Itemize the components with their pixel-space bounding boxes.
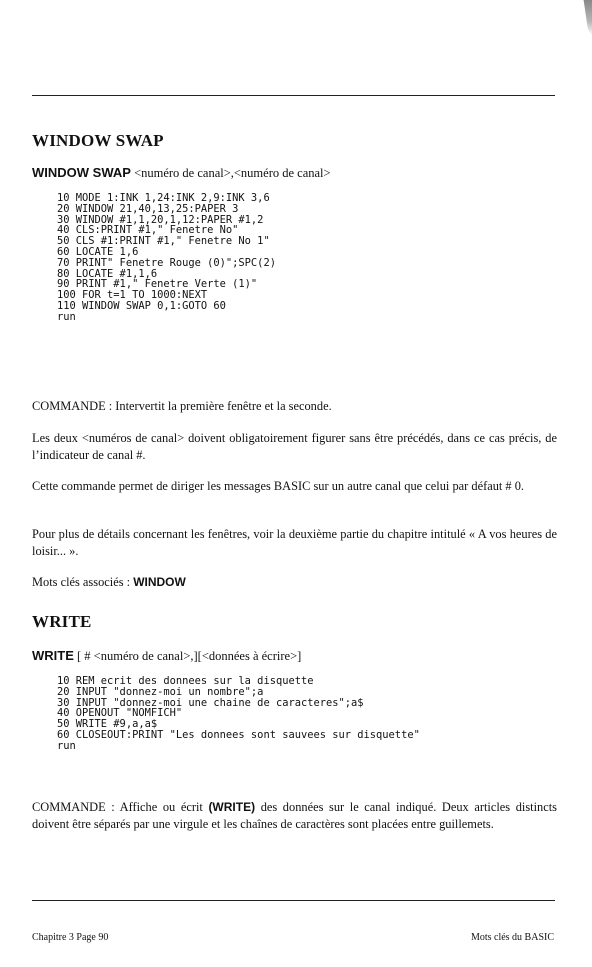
section-heading-window-swap: WINDOW SWAP <box>32 131 164 150</box>
syntax-keyword: WRITE <box>32 648 74 663</box>
code-line: run <box>57 739 76 752</box>
code-line: 90 PRINT #1," Fenetre Verte (1)" <box>57 278 258 291</box>
scan-speck <box>578 0 592 36</box>
footer-chapter-title: Mots clés du BASIC <box>470 932 554 943</box>
header-rule <box>32 95 555 96</box>
syntax-write <box>32 648 301 664</box>
code-line: 110 WINDOW SWAP 0,1:GOTO 60 <box>57 299 226 312</box>
code-listing-write <box>57 676 420 752</box>
footer-page-number: Chapitre 3 Page 90 <box>32 932 109 943</box>
commande-rest: des données sur le canal indiqué. Deux articles distincts doivent être séparés par une virgule et les chaînes de caractères sont placées entre guillemets. <box>32 800 558 831</box>
syntax-keyword: WINDOW SWAP <box>32 165 131 180</box>
syntax-window-swap <box>32 165 331 181</box>
code-line: 60 CLOSEOUT:PRINT "Les donnees sont sauvees sur disquette" <box>57 728 420 741</box>
paragraph-numeros-canal: Les deux <numéros de canal> doivent obligatoirement figurer sans être précédés, dans ce cas précis, de l’indicateur de canal #. <box>32 431 557 462</box>
code-line: 100 FOR t=1 TO 1000:NEXT <box>57 289 208 302</box>
code-line: 10 MODE 1:INK 1,24:INK 2,9:INK 3,6 <box>57 192 270 204</box>
related-label: Mots clés associés : <box>32 575 134 589</box>
code-listing-window-swap <box>57 193 276 323</box>
code-line: 30 INPUT "donnez-moi une chaine de caracteres";a$ <box>57 696 364 709</box>
code-line: 60 LOCATE 1,6 <box>57 245 139 258</box>
syntax-args: [ # <numéro de canal>,][<données à écrire>] <box>73 649 302 663</box>
related-keywords <box>32 574 557 591</box>
section-heading-write: WRITE <box>32 612 92 631</box>
write-keyword: (WRITE) <box>208 800 256 814</box>
paragraph-commande: COMMANDE : Intervertit la première fenêtre et la seconde. <box>32 399 332 413</box>
code-line: run <box>57 310 76 323</box>
paragraph-messages-basic: Cette commande permet de diriger les messages BASIC sur un autre canal que celui par défaut # 0. <box>32 479 525 493</box>
related-keyword: WINDOW <box>133 575 186 589</box>
syntax-args: <numéro de canal>,<numéro de canal> <box>134 166 331 180</box>
code-line: 80 LOCATE #1,1,6 <box>57 267 158 280</box>
code-line: 20 WINDOW 21,40,13,25:PAPER 3 <box>57 202 239 215</box>
footer-rule <box>32 900 555 901</box>
code-line: 40 CLS:PRINT #1," Fenetre No" <box>57 224 239 237</box>
paragraph-write-commande <box>32 799 557 832</box>
code-line: 50 CLS #1:PRINT #1," Fenetre No 1" <box>57 235 270 248</box>
code-line: 40 OPENOUT "NOMFICH" <box>57 707 183 720</box>
code-line: 70 PRINT" Fenetre Rouge (0)";SPC(2) <box>57 256 276 269</box>
code-line: 10 REM ecrit des donnees sur la disquette <box>57 675 314 687</box>
code-line: 50 WRITE #9,a,a$ <box>57 718 158 731</box>
code-line: 20 INPUT "donnez-moi un nombre";a <box>57 685 264 698</box>
paragraph-fenetres-details: Pour plus de détails concernant les fenêtres, voir la deuxième partie du chapitre intitulé « A vos heures de loisir... ». <box>32 527 557 558</box>
commande-label: COMMANDE : Affiche ou écrit <box>32 800 209 814</box>
code-line: 30 WINDOW #1,1,20,1,12:PAPER #1,2 <box>57 213 264 226</box>
